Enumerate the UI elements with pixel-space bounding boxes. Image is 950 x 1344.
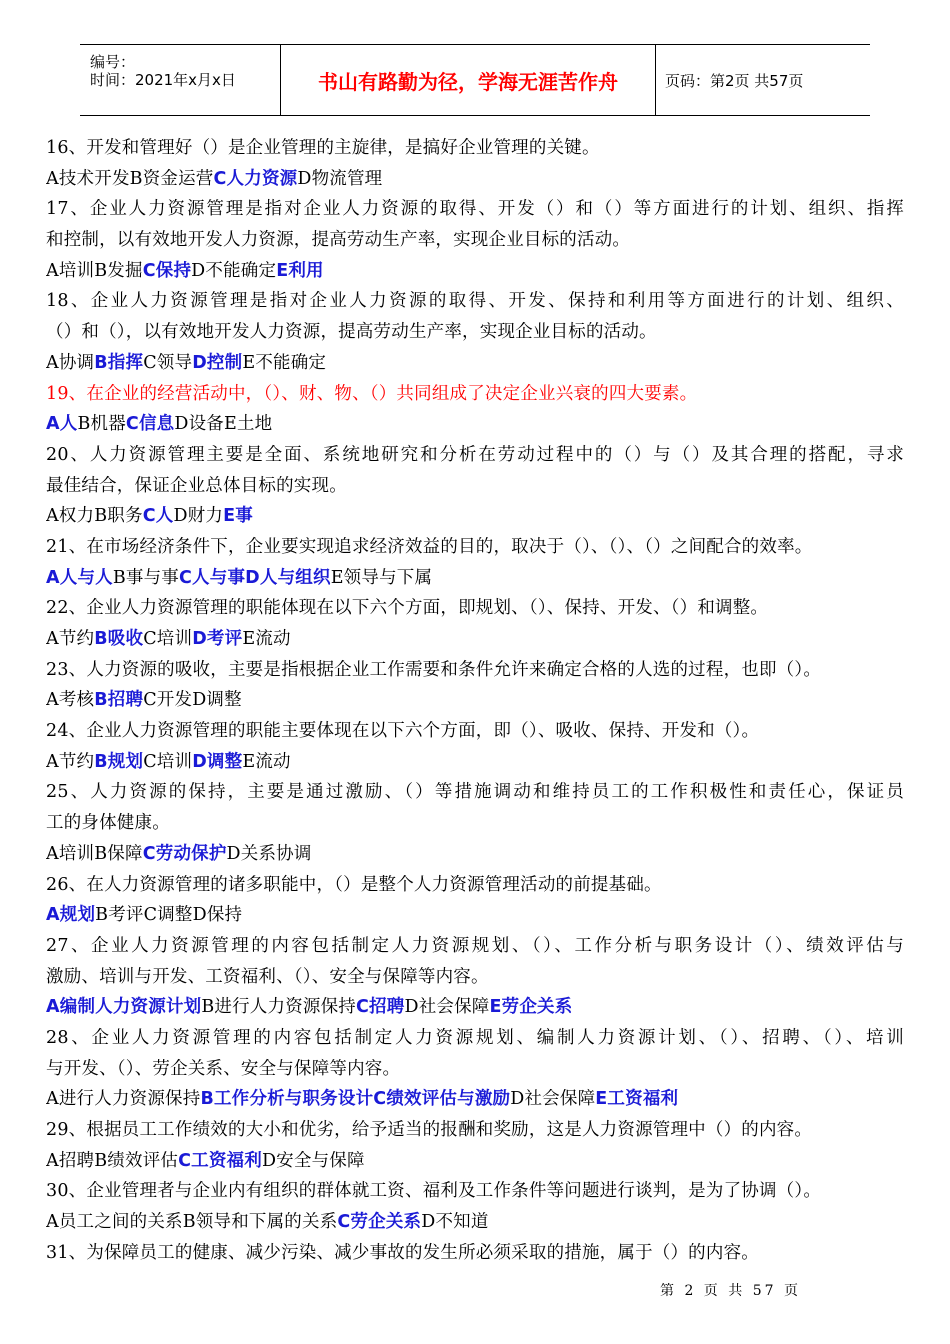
text-line [46,563,904,594]
text-segment: A技术开发B资金运营 [46,168,214,189]
answer-option: E事 [223,506,253,527]
text-segment: 27、企业人力资源管理的内容包括制定人力资源规划、（）、工作分析与职务设计（）、绩效评估与 [46,935,904,956]
text-line [46,133,904,164]
answer-option: B吸收 [94,629,144,649]
text-line [46,962,904,993]
text-segment: B事与事 [112,567,180,588]
answer-option: A人与人 [46,567,113,588]
answer-option: E工资福利 [595,1089,679,1110]
text-segment: （）和（），以有效地开发人力资源，提高劳动生产率，实现企业目标的活动。 [46,322,657,343]
text-line [46,716,904,747]
text-line [46,1207,904,1238]
text-line [46,839,904,870]
text-line [46,348,904,379]
answer-option: C劳企关系 [337,1212,422,1233]
answer-option: A规划 [46,905,96,926]
header-motto: 书山有路勤为径，学海无涯苦作舟 [281,45,656,115]
text-line [46,685,904,716]
text-segment: D不知道 [421,1212,489,1233]
text-segment: E流动 [242,629,291,649]
answer-option: C信息 [125,414,175,435]
text-segment: D不能确定 [191,260,277,281]
answer-option: D考评 [192,629,243,649]
text-line [46,931,904,962]
text-segment: 21、在市场经济条件下，企业要实现追求经济效益的目的，取决于（）、（）、（）之间配合的效率。 [46,536,813,557]
text-segment: 17、企业人力资源管理是指对企业人力资源的取得、开发（）和（）等方面进行的计划、组织、指挥 [46,199,904,220]
text-segment: 29、根据员工工作绩效的大小和优劣，给予适当的报酬和奖励，这是人力资源管理中（）的内容。 [46,1120,813,1140]
text-line [46,1176,904,1207]
header-meta [80,45,281,115]
answer-option: C绩效评估与激励 [373,1089,511,1110]
text-segment: 22、企业人力资源管理的职能体现在以下六个方面，即规划、（）、保持、开发、（）和调整。 [46,598,769,619]
text-segment: D财力 [173,506,224,527]
text-segment: 25、人力资源的保持，主要是通过激励、（）等措施调动和维持员工的工作积极性和责任心，保证员 [46,782,904,803]
text-segment: A培训B发掘 [46,260,143,281]
text-line [46,1054,904,1085]
text-segment: 最佳结合，保证企业总体目标的实现。 [46,475,347,496]
text-line [46,225,904,256]
text-segment: D关系协调 [226,843,312,864]
text-line [46,286,904,317]
answer-option: C人与事 [179,567,246,588]
text-line [46,624,904,655]
text-segment: 激励、培训与开发、工资福利、（）、安全与保障等内容。 [46,966,489,987]
text-segment: A节约 [46,629,95,649]
text-segment: 26、在人力资源管理的诸多职能中，（）是整个人力资源管理活动的前提基础。 [46,874,662,895]
header-date-label: 时间：2021年x月x日 [90,71,236,89]
answer-option: C工资福利 [178,1150,262,1171]
text-segment: A协调 [46,352,95,373]
answer-option: E劳企关系 [489,997,573,1018]
text-line [46,747,904,778]
text-segment: 和控制，以有效地开发人力资源，提高劳动生产率，实现企业目标的活动。 [46,230,631,251]
text-segment: D物流管理 [297,168,383,189]
text-segment: A权力B职务 [46,506,143,527]
text-line [46,194,904,225]
answer-option: B招聘 [94,690,144,711]
answer-option: C保持 [142,260,192,281]
text-segment: 28、企业人力资源管理的内容包括制定人力资源规划、编制人力资源计划、（）、招聘、（）、培训 [46,1027,904,1048]
text-line [46,379,904,410]
text-line [46,870,904,901]
question-list [46,133,904,1268]
text-segment: 与开发、（）、劳企关系、安全与保障等内容。 [46,1058,401,1079]
text-segment: 31、为保障员工的健康、减少污染、减少事故的发生所必须采取的措施，属于（）的内容。 [46,1242,759,1263]
text-segment: E不能确定 [242,352,327,373]
text-line [46,471,904,502]
text-segment: D社会保障 [404,997,490,1018]
answer-option: D调整 [192,751,243,772]
answer-option: D控制 [192,352,243,373]
text-segment: 18、企业人力资源管理是指对企业人力资源的取得、开发、保持和利用等方面进行的计划、组织、 [46,291,904,312]
text-segment: 23、人力资源的吸收，主要是指根据企业工作需要和条件允许来确定合格的人选的过程，也即（）。 [46,659,822,680]
text-segment: A招聘B绩效评估 [46,1150,179,1171]
text-segment: D设备E土地 [174,414,273,435]
text-line [46,532,904,563]
text-segment: 24、企业人力资源管理的职能主要体现在以下六个方面，即（）、吸收、保持、开发和（）。 [46,721,760,742]
text-line [46,655,904,686]
text-line [46,1115,904,1146]
text-segment: E流动 [242,751,291,772]
text-line [46,256,904,287]
highlighted-question: 19、在企业的经营活动中，（）、财、物、（）共同组成了决定企业兴衰的四大要素。 [46,383,698,404]
text-segment: C领导 [143,352,193,373]
header-number-label: 编号： [90,53,136,71]
answer-option: E利用 [276,260,324,281]
answer-option: C人力资源 [213,168,298,189]
answer-option: B规划 [94,751,144,772]
text-segment: B进行人力资源保持 [201,997,357,1018]
text-line [46,1023,904,1054]
header-page-info: 页码：第2页 共57页 [665,71,804,90]
text-segment: 20、人力资源管理主要是全面、系统地研究和分析在劳动过程中的（）与（）及其合理的搭配，寻求 [46,444,904,465]
text-segment: C培训 [143,629,193,649]
answer-option: A编制人力资源计划 [46,997,202,1018]
text-line [46,900,904,931]
text-segment: A节约 [46,751,95,772]
text-segment: B考评C调整D保持 [95,905,243,926]
answer-option: C招聘 [356,997,405,1018]
text-line [46,164,904,195]
text-segment: C开发D调整 [143,690,242,711]
text-segment: A员工之间的关系B领导和下属的关系 [46,1212,338,1233]
text-line [46,317,904,348]
answer-option: D人与组织 [245,567,331,588]
text-segment: C培训 [143,751,193,772]
answer-option: A人 [46,414,78,435]
text-line [46,777,904,808]
answer-option: B指挥 [94,352,144,373]
text-segment: A考核 [46,690,95,711]
text-segment: D安全与保障 [261,1150,365,1171]
answer-option: C劳动保护 [142,843,227,864]
text-line [46,1238,904,1269]
text-segment: 30、企业管理者与企业内有组织的群体就工资、福利及工作条件等问题进行谈判，是为了协调（）。 [46,1181,822,1202]
text-line [46,501,904,532]
text-line [46,992,904,1023]
text-segment: A培训B保障 [46,843,143,864]
text-segment: A进行人力资源保持 [46,1089,201,1110]
text-segment: E领导与下属 [330,567,433,588]
text-line [46,1146,904,1177]
page-header [80,44,870,116]
text-line [46,409,904,440]
text-line [46,593,904,624]
text-line [46,1084,904,1115]
text-segment: 工的身体健康。 [46,813,170,834]
text-line [46,440,904,471]
text-segment: 16、开发和管理好（）是企业管理的主旋律，是搞好企业管理的关键。 [46,138,600,158]
answer-option: C人 [142,506,174,527]
page-footer: 第 2 页 共 57 页 [660,1283,801,1299]
text-segment: B机器 [77,414,126,435]
answer-option: B工作分析与职务设计 [200,1089,374,1110]
text-line [46,808,904,839]
text-segment: D社会保障 [510,1089,596,1110]
